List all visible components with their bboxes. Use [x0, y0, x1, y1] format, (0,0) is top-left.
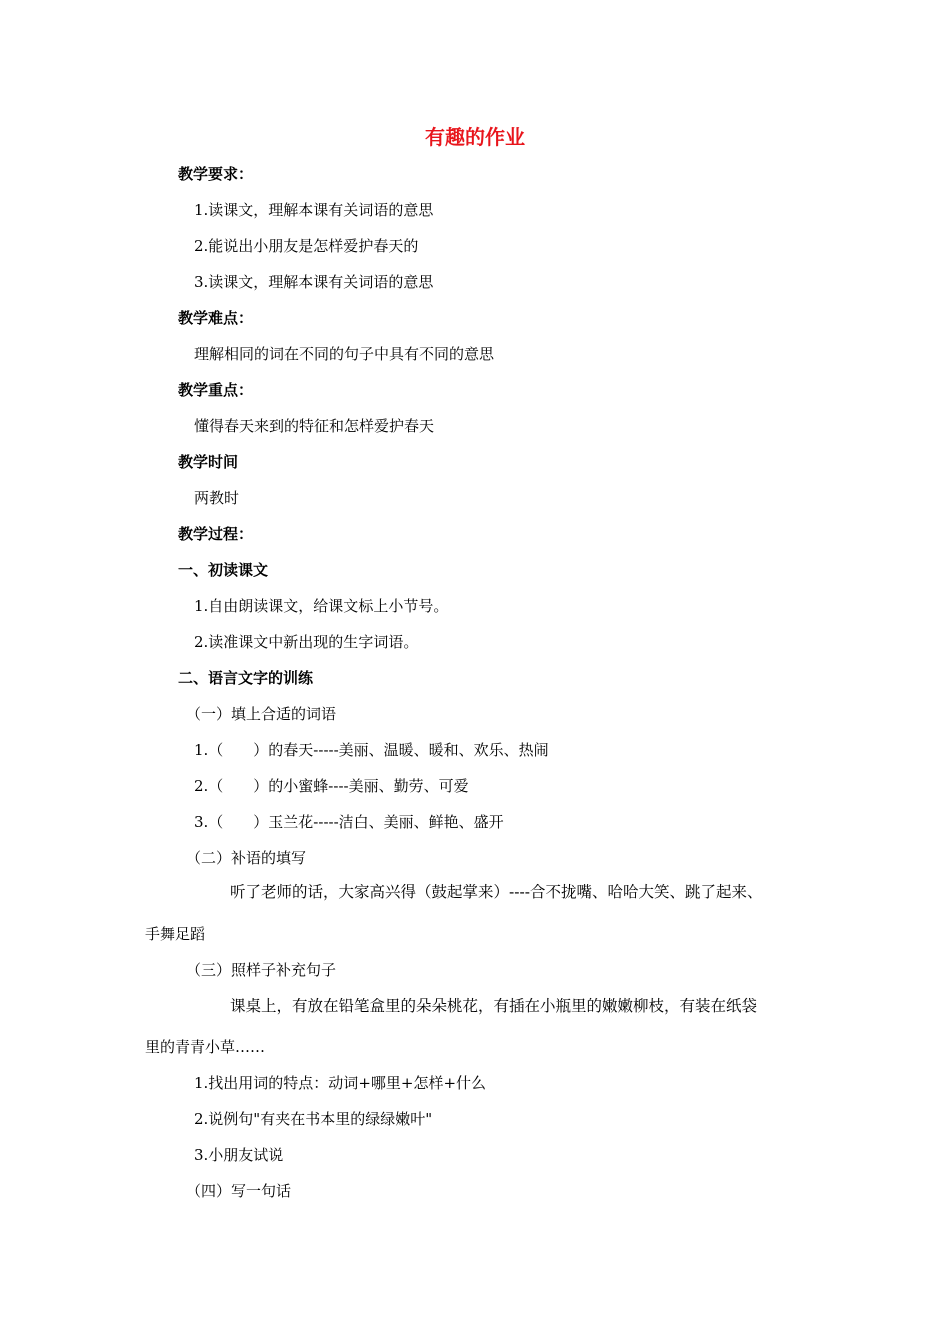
keypoint-heading: 教学重点： — [178, 381, 254, 399]
part3-item-1: 1.找出用词的特点：动词+哪里+怎样+什么 — [194, 1074, 487, 1092]
part1-item-2: 2.（ ）的小蜜蜂----美丽、勤劳、可爱 — [194, 777, 469, 795]
time-text: 两教时 — [194, 489, 240, 507]
part3-item-3: 3.小朋友试说 — [194, 1146, 284, 1164]
keypoint-text: 懂得春天来到的特征和怎样爱护春天 — [194, 417, 435, 435]
part4-heading: （四）写一句话 — [186, 1182, 292, 1200]
part2-text-line-1: 听了老师的话，大家高兴得（鼓起掌来）----合不拢嘴、哈哈大笑、跳了起来、 — [230, 883, 763, 901]
part2-text-line-2: 手舞足蹈 — [145, 925, 206, 943]
process-heading: 教学过程： — [178, 525, 254, 543]
section1-heading: 一、初读课文 — [178, 561, 269, 579]
part3-item-2: 2.说例句"有夹在书本里的绿绿嫩叶" — [194, 1110, 433, 1128]
part3-heading: （三）照样子补充句子 — [186, 961, 337, 979]
section1-item-2: 2.读准课文中新出现的生字词语。 — [194, 633, 419, 651]
difficulty-heading: 教学难点： — [178, 309, 254, 327]
part2-heading: （二）补语的填写 — [186, 849, 307, 867]
part3-text-line-1: 课桌上，有放在铅笔盒里的朵朵桃花，有插在小瓶里的嫩嫩柳枝，有装在纸袋 — [230, 997, 758, 1015]
part1-heading: （一）填上合适的词语 — [186, 705, 337, 723]
requirement-item-2: 2.能说出小朋友是怎样爱护春天的 — [194, 237, 419, 255]
requirement-item-1: 1.读课文，理解本课有关词语的意思 — [194, 201, 434, 219]
page-title: 有趣的作业 — [425, 125, 525, 149]
difficulty-text: 理解相同的词在不同的句子中具有不同的意思 — [194, 345, 495, 363]
requirement-item-3: 3.读课文，理解本课有关词语的意思 — [194, 273, 434, 291]
part1-item-1: 1.（ ）的春天-----美丽、温暖、暖和、欢乐、热闹 — [194, 741, 549, 759]
part1-item-3: 3.（ ）玉兰花-----洁白、美丽、鲜艳、盛开 — [194, 813, 504, 831]
section2-heading: 二、语言文字的训练 — [178, 669, 314, 687]
requirements-heading: 教学要求： — [178, 165, 254, 183]
part3-text-line-2: 里的青青小草…… — [145, 1038, 266, 1056]
time-heading: 教学时间 — [178, 453, 239, 471]
section1-item-1: 1.自由朗读课文，给课文标上小节号。 — [194, 597, 449, 615]
